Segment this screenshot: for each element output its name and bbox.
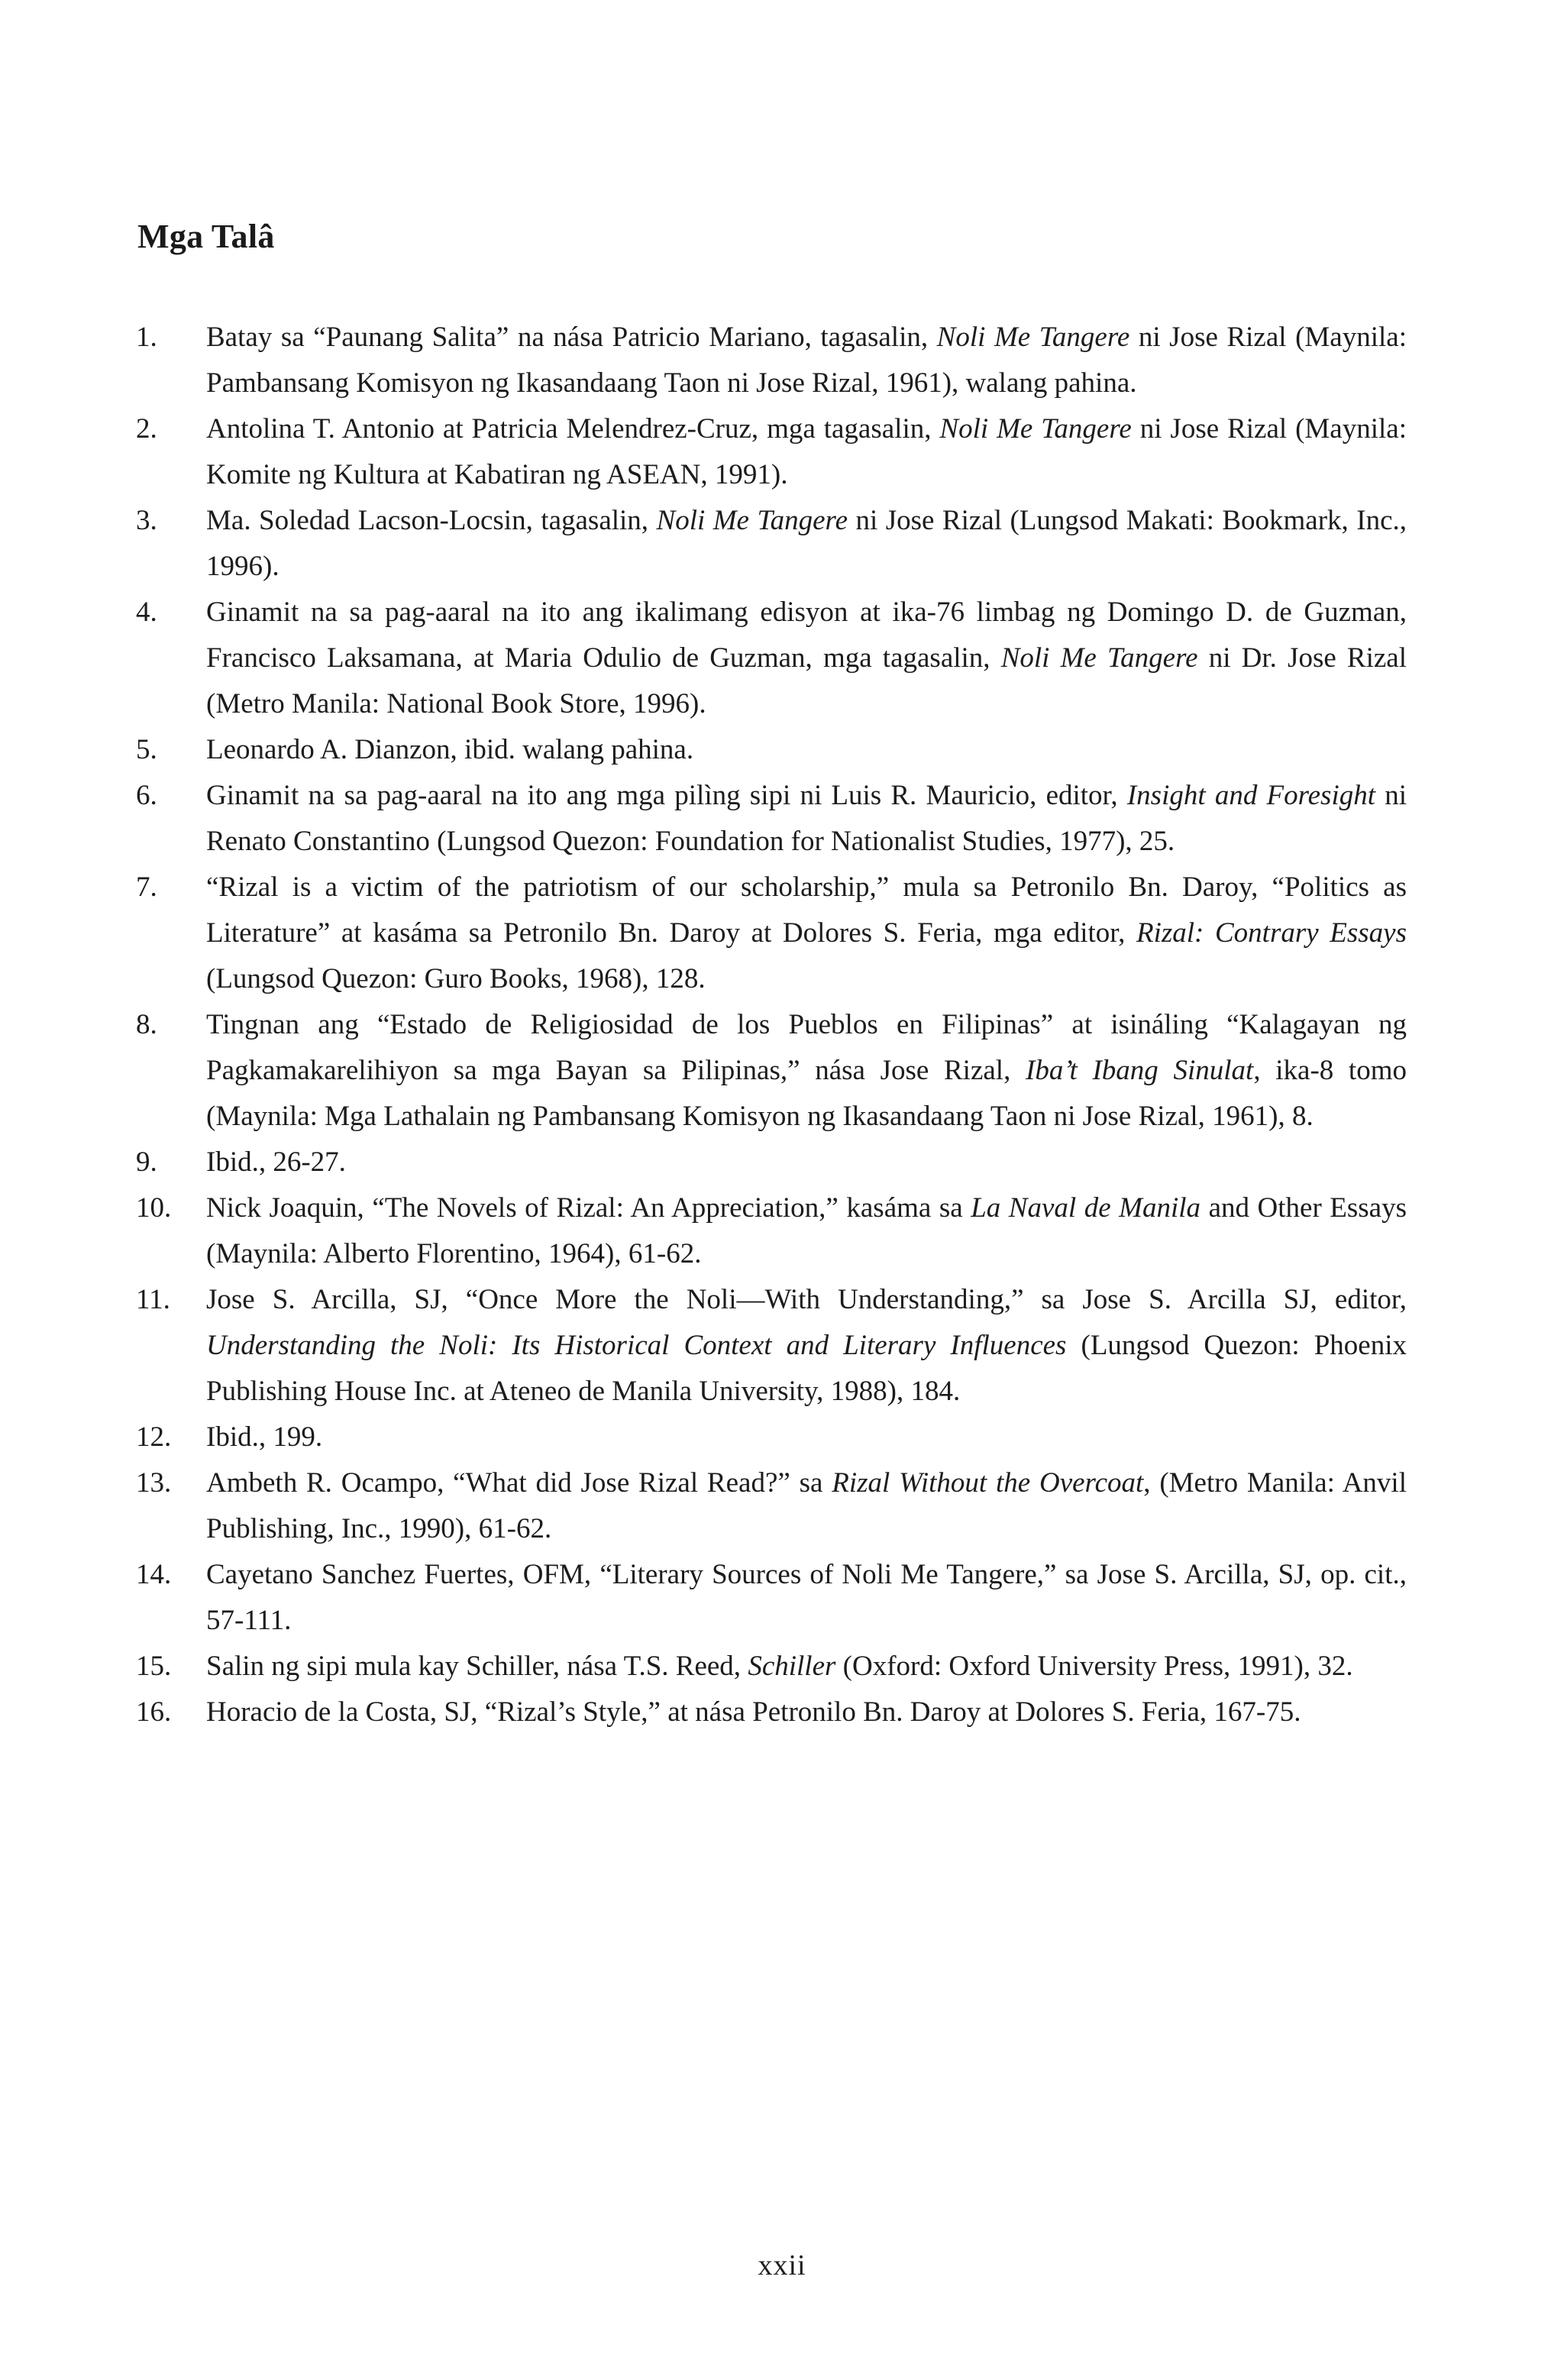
note-number: 4. [136,597,157,628]
note-text: Batay sa “Paunang Salita” na nása Patricio Mariano, tagasalin, Noli Me Tangere ni Jose Rizal (Maynila: Pambansang Komisyon ng Ikasandaang Taon ni Jose Rizal, 1961), walang pahina. [206,322,1407,399]
note-item [136,498,1407,590]
note-number: 7. [136,871,157,903]
note-text: Antolina T. Antonio at Patricia Melendrez-Cruz, mga tagasalin, Noli Me Tangere ni Jose Rizal (Maynila: Komite ng Kultura at Kabatiran ng ASEAN, 1991). [206,413,1407,490]
note-text: “Rizal is a victim of the patriotism of our scholarship,” mula sa Petronilo Bn. Daroy, “Politics as Literature” at kasáma sa Petronilo Bn. Daroy at Dolores S. Feria, mga editor, Rizal: Contrary Essays (Lungsod Quezon: Guro Books, 1968), 128. [206,871,1407,994]
note-number: 5. [136,734,157,765]
note-number: 9. [136,1146,157,1178]
note-number: 14. [136,1559,172,1590]
note-item [136,1415,1407,1460]
note-number: 1. [136,322,157,353]
note-text: Jose S. Arcilla, SJ, “Once More the Noli—With Understanding,” sa Jose S. Arcilla SJ, editor, Understanding the Noli: Its Historical Context and Literary Influences (Lungsod Quezon: Phoenix Publishing House Inc. at Ateneo de Manila University, 1988), 184. [206,1284,1407,1407]
note-number: 13. [136,1467,172,1499]
note-text: Tingnan ang “Estado de Religiosidad de los Pueblos en Filipinas” at isináling “Kalagayan ng Pagkamakarelihiyon sa mga Bayan sa Pilipinas,” nása Jose Rizal, Iba’t Ibang Sinulat, ika-8 tomo (Maynila: Mga Lathalain ng Pambansang Komisyon ng Ikasandaang Taon ni Jose Rizal, 1961), 8. [206,1009,1407,1132]
note-item [136,773,1407,865]
note-number: 6. [136,780,157,811]
note-number: 2. [136,413,157,445]
note-text: Cayetano Sanchez Fuertes, OFM, “Literary Sources of Noli Me Tangere,” sa Jose S. Arcilla, SJ, op. cit., 57-111. [206,1559,1407,1636]
notes-list [136,315,1407,1735]
note-number: 12. [136,1421,172,1453]
note-item [136,1460,1407,1552]
note-item [136,315,1407,406]
note-text: Ginamit na sa pag-aaral na ito ang mga pilìng sipi ni Luis R. Mauricio, editor, Insight and Foresight ni Renato Constantino (Lungsod Quezon: Foundation for Nationalist Studies, 1977), 25. [206,780,1407,857]
note-number: 16. [136,1696,172,1728]
note-item [136,1644,1407,1690]
note-number: 8. [136,1009,157,1040]
note-number: 3. [136,505,157,536]
page-number: xxii [758,2249,806,2281]
note-text: Ibid., 199. [206,1421,323,1453]
note-text: Ginamit na sa pag-aaral na ito ang ikalimang edisyon at ika-76 limbag ng Domingo D. de Guzman, Francisco Laksamana, at Maria Odulio de Guzman, mga tagasalin, Noli Me Tangere ni Dr. Jose Rizal (Metro Manila: National Book Store, 1996). [206,597,1407,719]
note-number: 11. [136,1284,170,1315]
note-item [136,1140,1407,1185]
note-text: Horacio de la Costa, SJ, “Rizal’s Style,” at nása Petronilo Bn. Daroy at Dolores S. Feria, 167-75. [206,1696,1301,1728]
page-heading: Mga Talâ [137,218,275,255]
note-item [136,727,1407,773]
note-item [136,406,1407,498]
note-number: 15. [136,1651,172,1682]
note-item [136,590,1407,727]
note-text: Salin ng sipi mula kay Schiller, nása T.S. Reed, Schiller (Oxford: Oxford University Press, 1991), 32. [206,1651,1353,1682]
note-item [136,1002,1407,1140]
note-item [136,1552,1407,1644]
note-text: Ibid., 26-27. [206,1146,346,1178]
note-item [136,1690,1407,1735]
note-item [136,1185,1407,1277]
note-text: Ambeth R. Ocampo, “What did Jose Rizal Read?” sa Rizal Without the Overcoat, (Metro Manila: Anvil Publishing, Inc., 1990), 61-62. [206,1467,1407,1544]
note-number: 10. [136,1192,172,1224]
note-text: Ma. Soledad Lacson-Locsin, tagasalin, Noli Me Tangere ni Jose Rizal (Lungsod Makati: Bookmark, Inc., 1996). [206,505,1407,582]
note-item [136,1277,1407,1415]
note-text: Leonardo A. Dianzon, ibid. walang pahina. [206,734,694,765]
note-text: Nick Joaquin, “The Novels of Rizal: An Appreciation,” kasáma sa La Naval de Manila and Other Essays (Maynila: Alberto Florentino, 1964), 61-62. [206,1192,1407,1269]
note-item [136,865,1407,1002]
